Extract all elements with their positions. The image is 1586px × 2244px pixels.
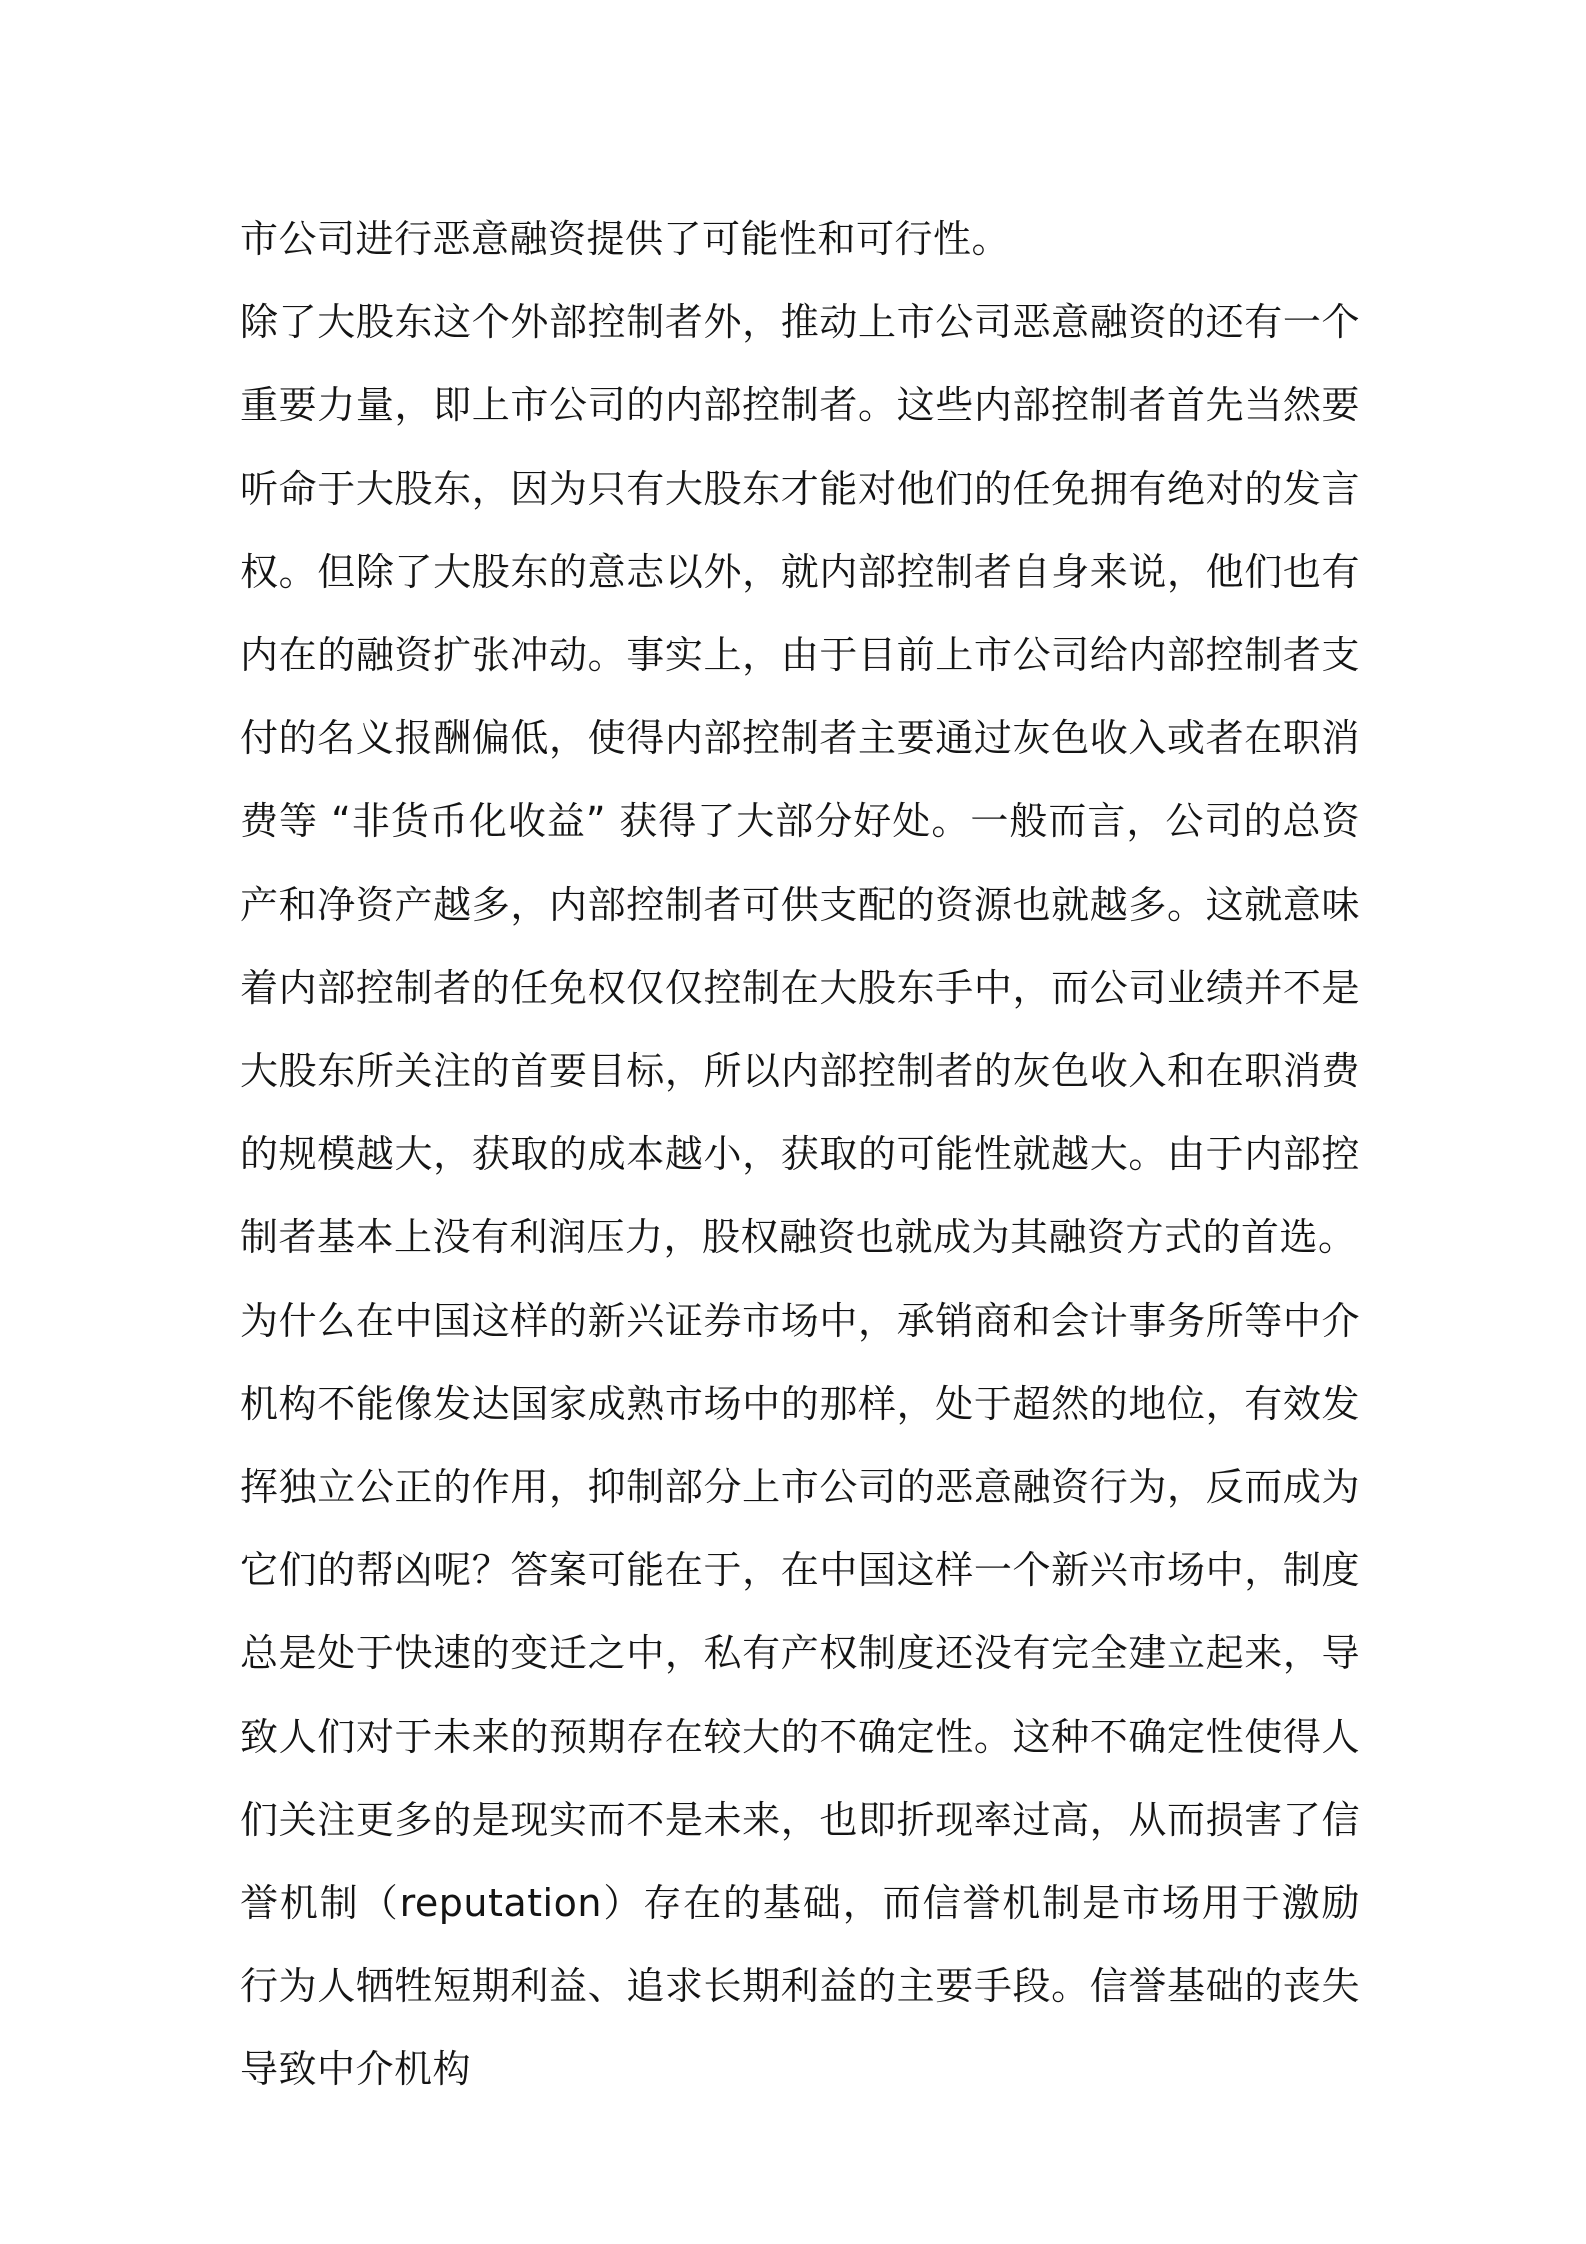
- paragraph-2: 除了大股东这个外部控制者外，推动上市公司恶意融资的还有一个重要力量，即上市公司的内部控制者。这些内部控制者首先当然要听命于大股东，因为只有大股东才能对他们的任免拥有绝对的发言权。但除了大股东的意志以外，就内部控制者自身来说，他们也有内在的融资扩张冲动。事实上，由于目前上市公司给内部控制者支付的名义报酬偏低，使得内部控制者主要通过灰色收入或者在职消费等 “非货币化收益” 获得了大部分好处。一般而言，公司的总资产和净资产越多，内部控制者可供支配的资源也就越多。这就意味着内部控制者的任免权仅仅控制在大股东手中，而公司业绩并不是大股东所关注的首要目标，所以内部控制者的灰色收入和在职消费的规模越大，获取的成本越小，获取的可能性就越大。由于内部控制者基本上没有利润压力，股权融资也就成为其融资方式的首选。: [240, 300, 1360, 1260]
- body-text: [240, 198, 1360, 2112]
- paragraph-1: 市公司进行恶意融资提供了可能性和可行性。: [240, 217, 1011, 261]
- paragraph-3: 为什么在中国这样的新兴证券市场中，承销商和会计事务所等中介机构不能像发达国家成熟市场中的那样，处于超然的地位，有效发挥独立公正的作用，抑制部分上市公司的恶意融资行为，反而成为它们的帮凶呢？答案可能在于，在中国这样一个新兴市场中，制度总是处于快速的变迁之中，私有产权制度还没有完全建立起来，导致人们对于未来的预期存在较大的不确定性。这种不确定性使得人们关注更多的是现实而不是未来，也即折现率过高，从而损害了信誉机制（reputation）存在的基础，而信誉机制是市场用于激励行为人牺牲短期利益、追求长期利益的主要手段。信誉基础的丧失导致中介机构: [240, 1298, 1360, 2092]
